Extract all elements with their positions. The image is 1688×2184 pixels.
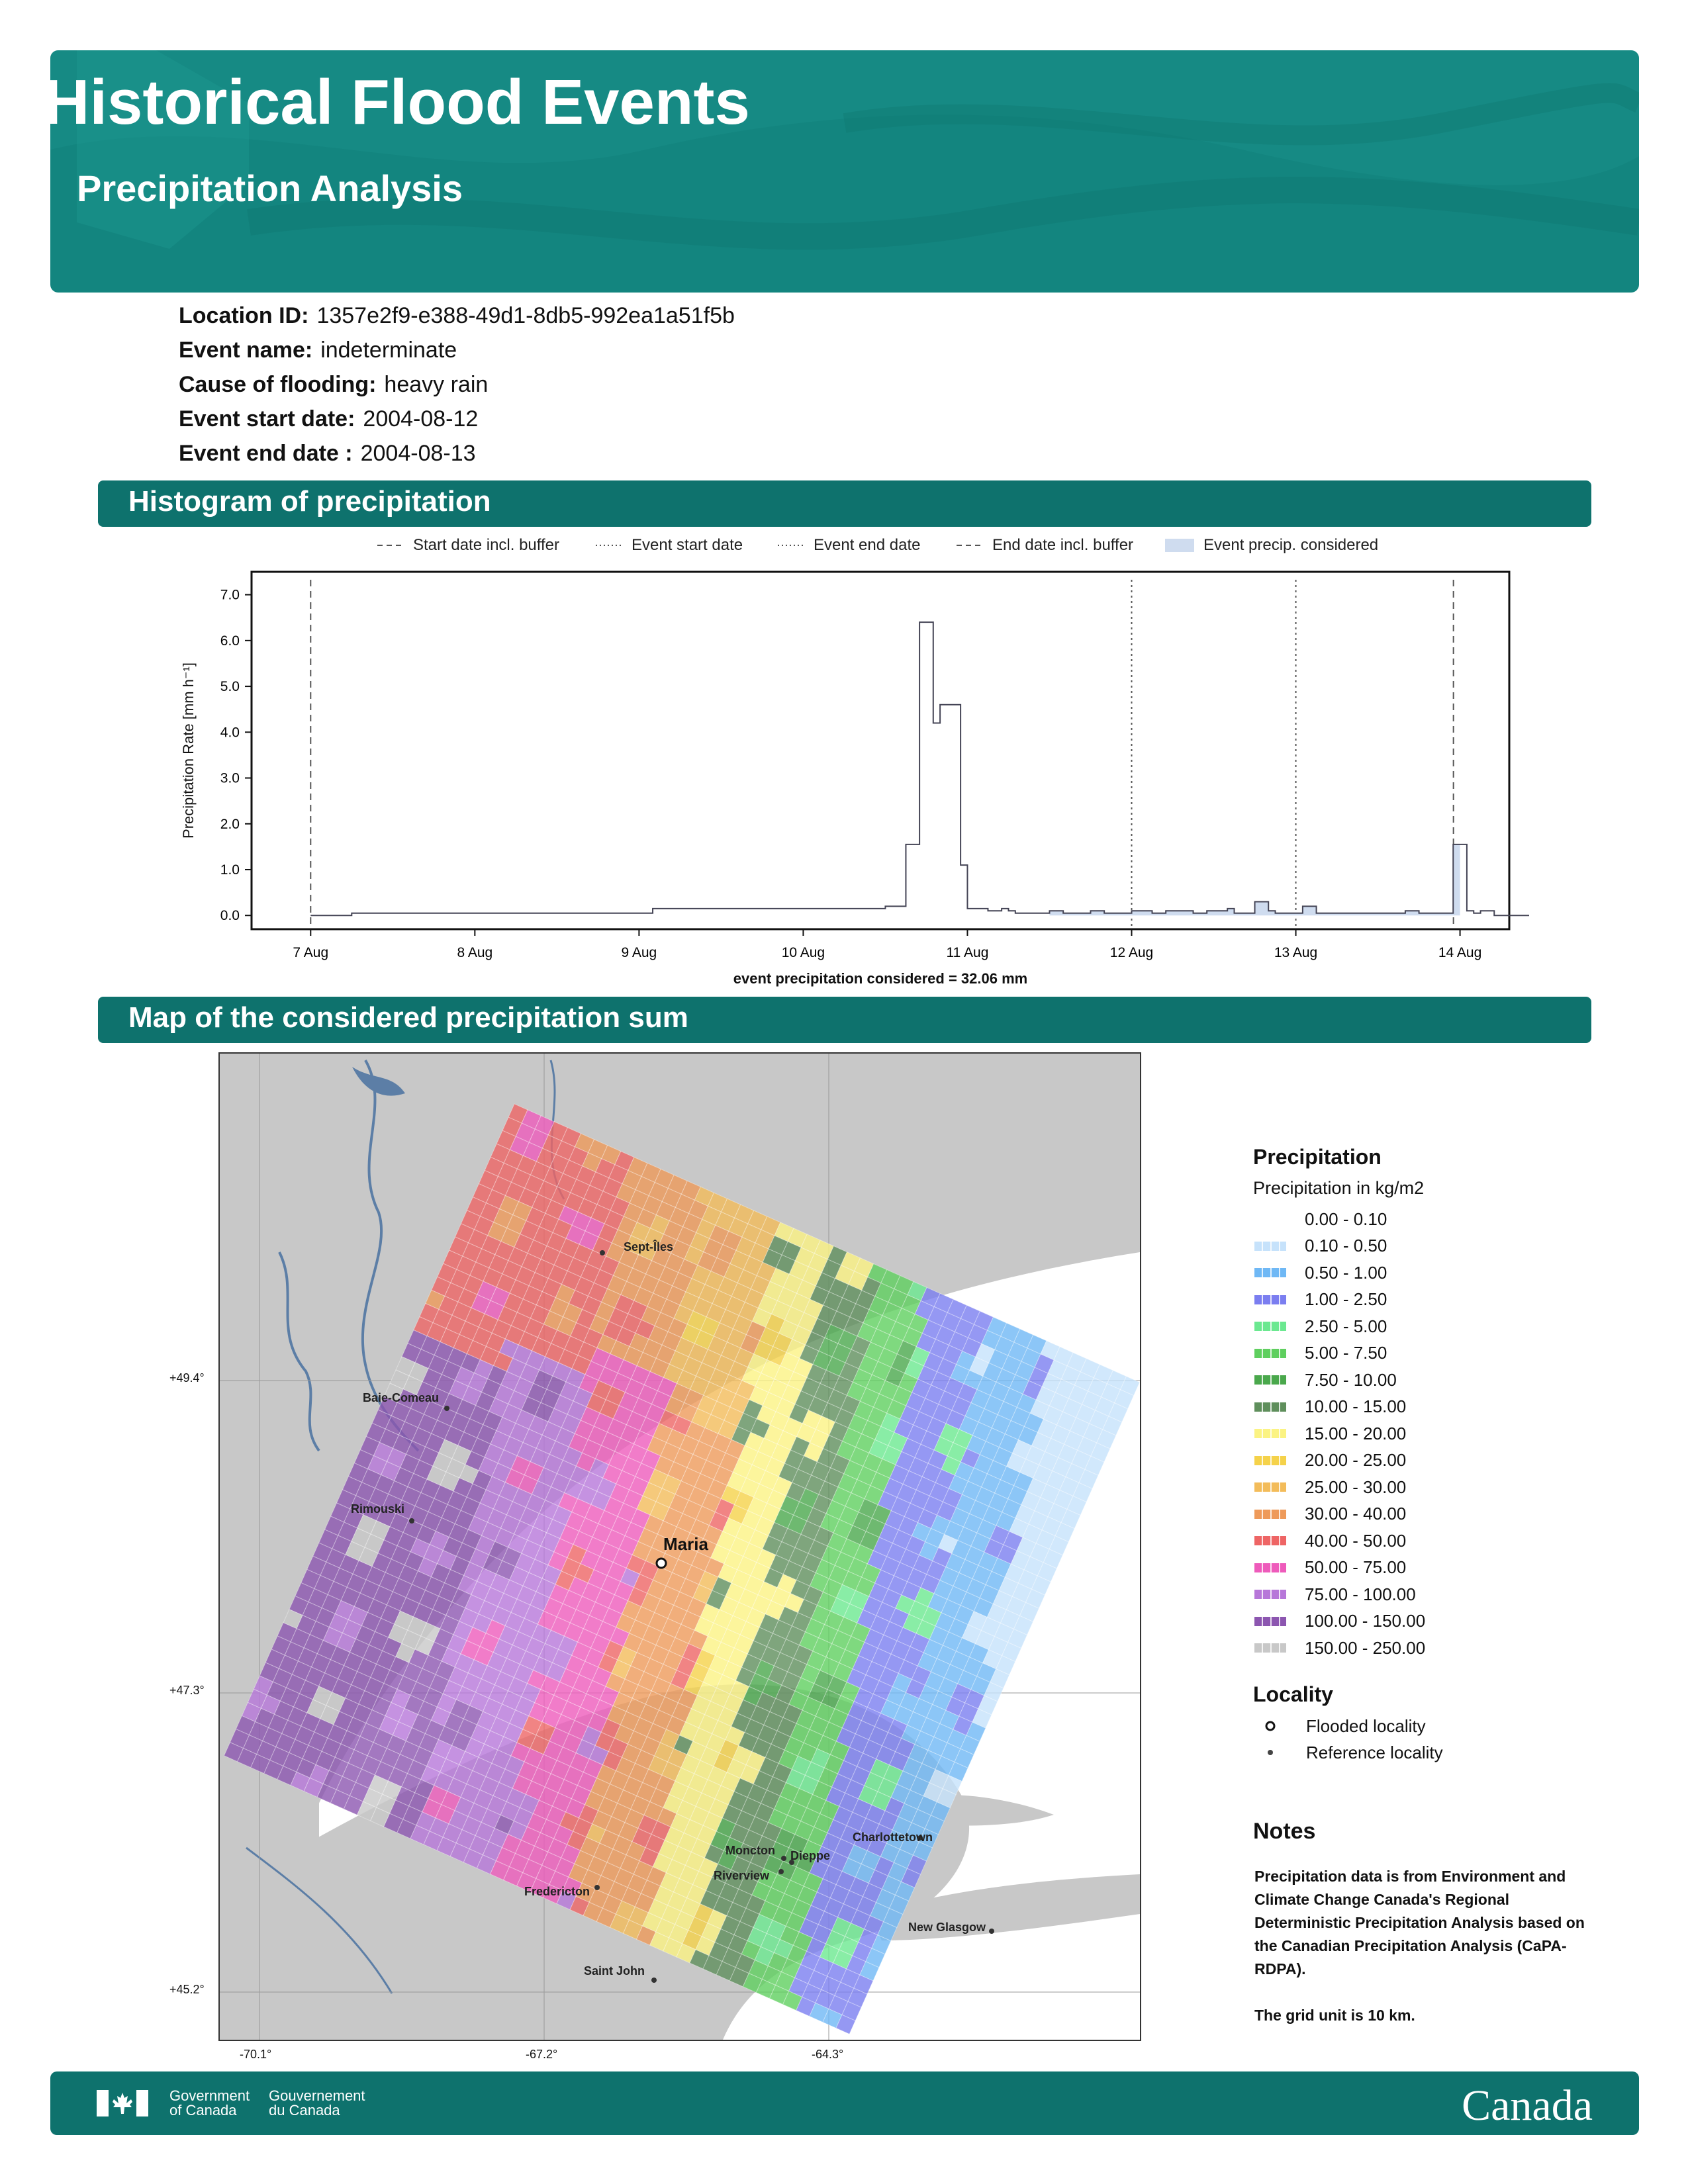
legend-label: 30.00 - 40.00	[1305, 1504, 1407, 1524]
gov-en-line1: Government	[169, 2087, 250, 2104]
legend-label: Start date incl. buffer	[413, 536, 560, 554]
y-tick-label: 3.0	[220, 770, 240, 786]
section-histogram	[98, 480, 1591, 527]
legend-flooded-locality	[1253, 1713, 1426, 1739]
place-label: Rimouski	[351, 1502, 405, 1516]
y-tick-label: 4.0	[220, 725, 240, 741]
plot-frame	[252, 572, 1509, 929]
info-value: 2004-08-12	[363, 406, 479, 432]
legend-label: 150.00 - 250.00	[1305, 1637, 1426, 1658]
legend-label: 75.00 - 100.00	[1305, 1584, 1416, 1604]
y-tick-label: 1.0	[220, 862, 240, 878]
legend-swatch	[1254, 1456, 1286, 1465]
legend-label: 50.00 - 75.00	[1305, 1557, 1407, 1577]
lat-label: +47.3°	[169, 1684, 205, 1697]
legend-label: 7.50 - 10.00	[1305, 1369, 1397, 1390]
y-tick-label: 6.0	[220, 633, 240, 649]
legend-class	[1253, 1581, 1416, 1608]
y-tick-label: 5.0	[220, 679, 240, 695]
legend-class	[1253, 1340, 1387, 1367]
legend-class	[1253, 1501, 1406, 1527]
legend-class	[1253, 1447, 1406, 1474]
legend-swatch	[1254, 1268, 1286, 1277]
legend-swatch	[1254, 1349, 1286, 1358]
place-label: Riverview	[714, 1869, 770, 1882]
legend-label: Event precip. considered	[1203, 536, 1379, 554]
info-value: heavy rain	[384, 372, 489, 397]
legend-label: 100.00 - 150.00	[1305, 1611, 1426, 1631]
place-label: New Glasgow	[908, 1921, 986, 1934]
place-label: Moncton	[726, 1844, 775, 1857]
section-title: Histogram of precipitation	[128, 485, 491, 518]
legend-class	[1253, 1527, 1406, 1554]
y-tick-label: 7.0	[220, 587, 240, 603]
locality-title: Locality	[1253, 1682, 1333, 1706]
legend-label: 20.00 - 25.00	[1305, 1450, 1407, 1470]
legend-swatch	[1254, 1295, 1286, 1304]
info-event-name	[179, 338, 457, 363]
info-label: Event end date :	[179, 441, 353, 466]
place-label: Charlottetown	[853, 1831, 933, 1844]
canada-flag-icon	[97, 2090, 148, 2116]
precipitation-histogram	[165, 563, 1529, 993]
legend-title: Precipitation	[1253, 1145, 1382, 1169]
lat-label: +45.2°	[169, 1983, 205, 1996]
legend-class	[1253, 1287, 1387, 1313]
legend-class	[1253, 1233, 1387, 1259]
info-label: Cause of flooding:	[179, 372, 377, 397]
legend-swatch	[1254, 1482, 1286, 1492]
reference-marker-icon	[1264, 1746, 1277, 1759]
info-cause	[179, 372, 488, 398]
info-label: Location ID:	[179, 303, 309, 328]
lon-label: -64.3°	[812, 2048, 844, 2061]
legend-class	[1253, 1394, 1406, 1420]
legend-reference-locality	[1253, 1739, 1443, 1766]
legend-label: 25.00 - 30.00	[1305, 1477, 1407, 1497]
legend-label: Reference locality	[1306, 1742, 1443, 1762]
legend-subtitle: Precipitation in kg/m2	[1253, 1178, 1425, 1198]
legend-class	[1253, 1555, 1406, 1581]
info-start-date	[179, 406, 478, 432]
legend-class	[1253, 1420, 1406, 1447]
legend-class	[1253, 1608, 1425, 1635]
legend-label: 5.00 - 7.50	[1305, 1343, 1387, 1363]
legend-label: 40.00 - 50.00	[1305, 1530, 1407, 1551]
x-tick-label: 8 Aug	[457, 945, 493, 960]
x-tick-label: 13 Aug	[1274, 945, 1318, 960]
legend-label: 1.00 - 2.50	[1305, 1289, 1387, 1309]
legend-label: Event start date	[632, 536, 743, 554]
legend-event-end	[778, 536, 920, 555]
legend-label: End date incl. buffer	[992, 536, 1134, 554]
canada-wordmark: Canada	[1462, 2081, 1593, 2130]
legend-swatch	[1254, 1214, 1286, 1224]
lon-label: -67.2°	[526, 2048, 558, 2061]
footer	[50, 2071, 1639, 2135]
y-tick-label: 2.0	[220, 816, 240, 832]
legend-label: Flooded locality	[1306, 1715, 1426, 1736]
info-label: Event start date:	[179, 406, 355, 432]
lon-label: -70.1°	[240, 2048, 272, 2061]
section-map	[98, 997, 1591, 1043]
y-tick-label: 0.0	[220, 908, 240, 924]
x-tick-label: 14 Aug	[1438, 945, 1482, 960]
legend-class	[1253, 1206, 1387, 1232]
place-label: Baie-Comeau	[363, 1391, 440, 1404]
info-location-id	[179, 303, 735, 329]
map-canvas	[220, 1054, 1140, 2040]
info-value: indeterminate	[320, 338, 457, 363]
y-axis-label: Precipitation Rate [mm h⁻¹]	[180, 662, 197, 839]
gov-fr-line1: Gouvernement	[269, 2087, 365, 2104]
legend-swatch	[1254, 1536, 1286, 1545]
info-end-date	[179, 441, 476, 467]
legend-swatch	[1254, 1242, 1286, 1251]
info-value: 2004-08-13	[360, 441, 476, 466]
legend-swatch	[1254, 1402, 1286, 1412]
notes-text: Precipitation data is from Environment and Climate Change Canada's Regional Deterministic Precipitation Analysis based on the Canadian Precipitation Analysis (CaPA-RDPA).	[1254, 1868, 1585, 1978]
legend-end-buffer	[957, 536, 1133, 555]
lat-label: +49.4°	[169, 1371, 205, 1385]
legend-swatch	[1254, 1643, 1286, 1653]
notes-text: The grid unit is 10 km.	[1254, 2007, 1415, 2024]
gov-fr-line2: du Canada	[269, 2102, 340, 2118]
x-tick-label: 12 Aug	[1109, 945, 1154, 960]
legend-swatch	[1254, 1510, 1286, 1519]
legend-swatch	[1254, 1563, 1286, 1572]
legend-swatch	[1254, 1429, 1286, 1438]
legend-label: 0.00 - 0.10	[1305, 1208, 1387, 1229]
info-value: 1357e2f9-e388-49d1-8db5-992ea1a51f5b	[316, 303, 735, 328]
precipitation-map	[218, 1052, 1141, 2041]
notes-body	[1254, 1865, 1599, 2027]
place-label: Fredericton	[524, 1885, 590, 1898]
legend-label: 0.50 - 1.00	[1305, 1262, 1387, 1283]
notes-title: Notes	[1253, 1819, 1316, 1844]
legend-swatch	[1254, 1590, 1286, 1599]
legend-class	[1253, 1367, 1397, 1393]
place-label: Dieppe	[790, 1849, 831, 1862]
flooded-locality-marker	[657, 1559, 666, 1568]
legend-class	[1253, 1635, 1425, 1661]
legend-label: 15.00 - 20.00	[1305, 1423, 1407, 1443]
place-label: Sept-Îles	[624, 1240, 674, 1253]
legend-label: 2.50 - 5.00	[1305, 1316, 1387, 1336]
legend-swatch	[1254, 1322, 1286, 1331]
legend-label: 10.00 - 15.00	[1305, 1396, 1407, 1416]
x-tick-label: 7 Aug	[293, 945, 329, 960]
place-label-flooded: Maria	[663, 1534, 708, 1554]
x-tick-label: 10 Aug	[781, 945, 825, 960]
page-title: Historical Flood Events	[44, 67, 750, 138]
legend-class	[1253, 1313, 1387, 1340]
section-title: Map of the considered precipitation sum	[128, 1001, 688, 1034]
chart-annotation: event precipitation considered = 32.06 mm	[733, 970, 1028, 987]
legend-class	[1253, 1474, 1406, 1500]
legend-swatch	[1254, 1617, 1286, 1626]
page-subtitle: Precipitation Analysis	[77, 167, 463, 209]
legend-label: Event end date	[814, 536, 921, 554]
legend-precip-considered	[1165, 536, 1378, 555]
x-tick-label: 11 Aug	[946, 945, 989, 960]
legend-label: 0.10 - 0.50	[1305, 1236, 1387, 1255]
x-tick-label: 9 Aug	[621, 945, 657, 960]
legend-event-start	[596, 536, 743, 555]
gov-en-line2: of Canada	[169, 2102, 237, 2118]
legend-class	[1253, 1259, 1387, 1286]
legend-swatch	[1254, 1375, 1286, 1385]
place-label: Saint John	[584, 1964, 645, 1978]
legend-start-buffer	[377, 536, 559, 555]
info-label: Event name:	[179, 338, 313, 363]
flooded-marker-icon	[1264, 1719, 1277, 1733]
